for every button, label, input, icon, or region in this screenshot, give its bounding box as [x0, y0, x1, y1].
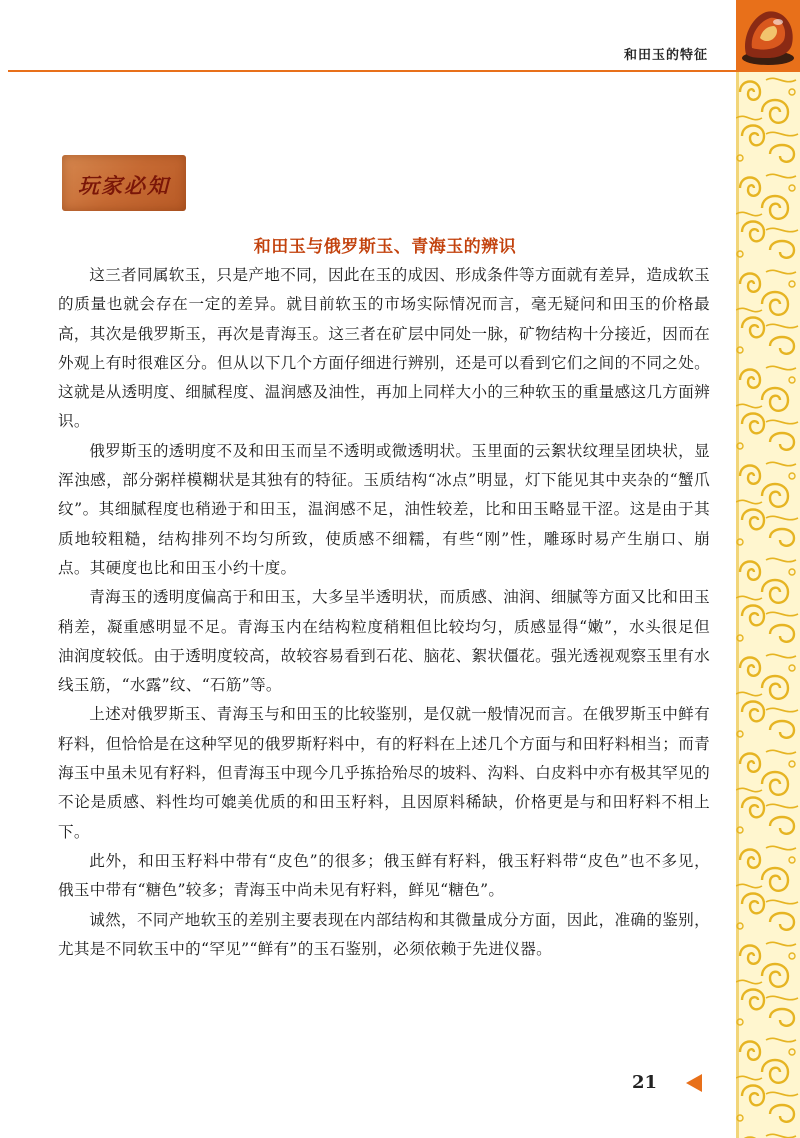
triangle-left-icon	[686, 1074, 702, 1092]
paragraph: 上述对俄罗斯玉、青海玉与和田玉的比较鉴别，是仅就一般情况而言。在俄罗斯玉中鲜有籽料，但恰恰是在这种罕见的俄罗斯籽料中，有的籽料在上述几个方面与和田籽料相当；而青海玉中虽未见有籽料，但青海玉中现今几乎拣拾殆尽的坡料、沟料、白皮料中亦有极其罕见的不论是质感、料性均可媲美优质的和田玉籽料，且因原料稀缺，价格更是与和田籽料不相上下。	[58, 705, 710, 841]
paragraph: 俄罗斯玉的透明度不及和田玉而呈不透明或微透明状。玉里面的云絮状纹理呈团块状，显浑浊感，部分粥样模糊状是其独有的特征。玉质结构“冰点”明显，灯下能见其中夹杂的“蟹爪纹”。其细腻程度也稍逊于和田玉，温润感不足，油性较差，比和田玉略显干涩。这是由于其质地较粗糙，结构排列不均匀所致，使质感不细糯，有些“刚”性，雕琢时易产生崩口、崩点。其硬度也比和田玉小约十度。	[58, 441, 710, 577]
jade-stone-icon	[738, 4, 798, 66]
running-header: 和田玉的特征	[623, 48, 708, 63]
paragraph: 青海玉的透明度偏高于和田玉，大多呈半透明状，而质感、油润、细腻等方面又比和田玉稍差，凝重感明显不足。青海玉内在结构粒度稍粗但比较均匀，质感显得“嫩”，水头很足但油润度较低。由于透明度较高，故较容易看到石花、脑花、絮状僵花。强光透视观察玉里有水线玉筋，“水露”纹、“石筋”等。	[58, 588, 710, 695]
section-badge	[62, 155, 186, 211]
section-badge-label: 玩家必知	[78, 173, 170, 198]
page-number: 21	[632, 1072, 658, 1093]
article-title: 和田玉与俄罗斯玉、青海玉的辨识	[253, 237, 517, 257]
header-corner-tab	[736, 0, 800, 72]
article-body	[58, 261, 710, 964]
header-rule	[8, 70, 736, 72]
paragraph: 诚然，不同产地软玉的差别主要表现在内部结构和其微量成分方面，因此，准确的鉴别，尤其是不同软玉中的“罕见”“鲜有”的玉石鉴别，必须依赖于先进仪器。	[58, 910, 710, 958]
paragraph: 这三者同属软玉，只是产地不同，因此在玉的成因、形成条件等方面就有差异，造成软玉的质量也就会存在一定的差异。就目前软玉的市场实际情况而言，毫无疑问和田玉的价格最高，其次是俄罗斯玉，再次是青海玉。这三者在矿层中同处一脉，矿物结构十分接近，因而在外观上有时很难区分。但从以下几个方面仔细进行辨别，还是可以看到它们之间的不同之处。这就是从透明度、细腻程度、温润感及油性，再加上同样大小的三种软玉的重量感这几方面辨识。	[58, 266, 710, 431]
paragraph: 此外，和田玉籽料中带有“皮色”的很多；俄玉鲜有籽料，俄玉籽料带“皮色”也不多见，俄玉中带有“糖色”较多；青海玉中尚未见有籽料，鲜见“糖色”。	[58, 851, 710, 900]
